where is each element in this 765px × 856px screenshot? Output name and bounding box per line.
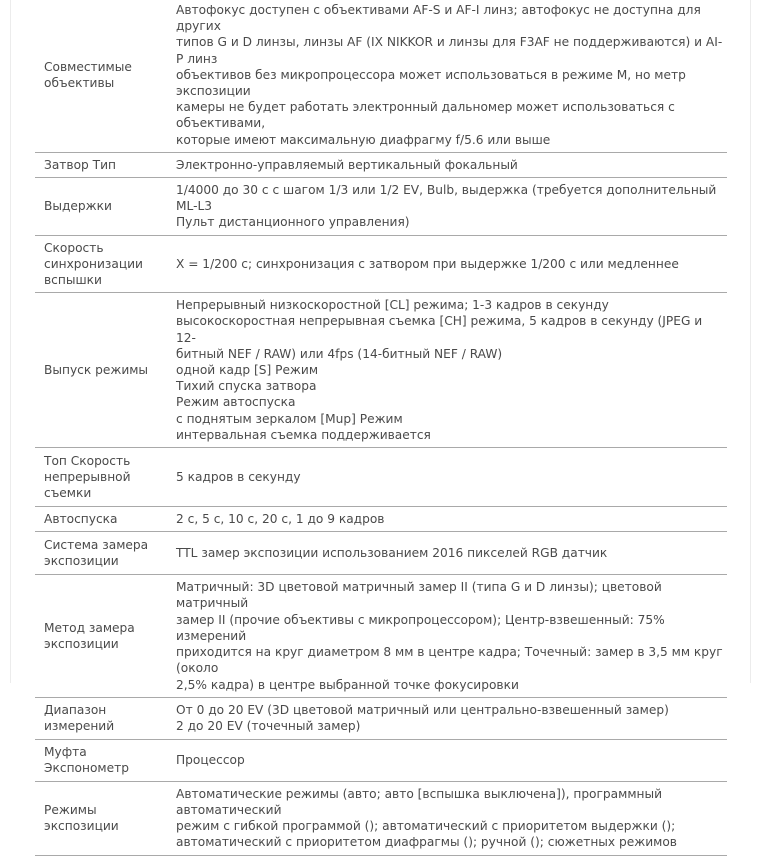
spec-row [35, 152, 727, 177]
spec-value-line: режим с гибкой программой (); автоматический с приоритетом выдержки (); [176, 819, 676, 834]
spec-row [35, 448, 727, 507]
spec-row [35, 697, 727, 739]
spec-value-line: X = 1/200 с; синхронизация с затвором при выдержке 1/200 с или медленнее [176, 256, 679, 271]
spec-value-line: 1/4000 до 30 с с шагом 1/3 или 1/2 EV, Bulb, выдержка (требуется дополнительный ML-L3 [176, 183, 717, 214]
spec-value [166, 697, 727, 739]
spec-value-line: От 0 до 20 EV (3D цветовой матричный или центрально-взвешенный замер) [176, 703, 669, 717]
spec-value-line: Режим автоспуска [176, 395, 296, 410]
spec-row [35, 0, 727, 152]
spec-label: Совместимые объективы [35, 0, 166, 152]
spec-row [35, 781, 727, 855]
spec-value-line: одной кадр [S] Режим [176, 363, 319, 378]
spec-value-line: высокоскоростная непрерывная съемка [CH] режима, 5 кадров в секунду (JPEG и 12- [176, 314, 703, 345]
spec-value [166, 293, 727, 448]
spec-row [35, 178, 727, 236]
spec-value-line: камеры не будет работать электронный дальномер может использоваться с объективами, [176, 100, 675, 131]
spec-table-body [35, 0, 727, 855]
spec-value-line: Автофокус доступен с объективами AF-S и AF-I линз; автофокус не доступна для других [176, 3, 701, 34]
spec-row [35, 507, 727, 532]
spec-value-line: Автоматические режимы (авто; авто [вспышка выключена]), программный автоматический [176, 786, 663, 817]
spec-row [35, 575, 727, 697]
spec-value-line: объективов без микропроцессора может использоваться в режиме M, но метр экспозиции [176, 67, 686, 99]
spec-value [166, 235, 727, 293]
spec-value-line: 2,5% кадра) в центре выбранной точке фокусировки [176, 677, 519, 692]
spec-value-line: Непрерывный низкоскоростной [CL] режима; 1-3 кадров в секунду [176, 298, 609, 313]
spec-value-line: типов G и D линзы, линзы AF (IX NIKKOR и линзы для F3AF не поддерживаются) и AI-P линз [176, 35, 723, 66]
spec-label: Система замера экспозиции [35, 532, 166, 575]
spec-value [166, 448, 727, 507]
spec-value-line: замер II (прочие объективы с микропроцессором); Центр-взвешенный: 75% измерений [176, 612, 665, 643]
spec-label: Затвор Тип [35, 152, 166, 177]
spec-label: Муфта Экспонометр [35, 739, 166, 781]
spec-row [35, 739, 727, 781]
spec-value-line: Тихий спуска затвора [176, 379, 317, 394]
spec-value [166, 781, 727, 855]
spec-value-line: с поднятым зеркалом [Mup] Режим [176, 411, 403, 426]
spec-value [166, 178, 727, 236]
spec-value-line: Матричный: 3D цветовой матричный замер II (типа G и D линзы); цветовой матричный [176, 580, 662, 611]
spec-value-line: которые имеют максимальную диафрагму f/5.6 или выше [176, 132, 551, 147]
spec-label: Режимы экспозиции [35, 781, 166, 855]
spec-value [166, 739, 727, 781]
spec-value-line: 2 до 20 EV (точечный замер) [176, 719, 361, 734]
spec-label: Скорость синхронизации вспышки [35, 235, 166, 293]
spec-value-line: автоматический с приоритетом диафрагмы (); ручной (); сюжетных режимов [176, 835, 677, 850]
spec-value [166, 152, 727, 177]
spec-value-line: интервальная съемка поддерживается [176, 427, 431, 442]
spec-value-line: Пульт дистанционного управления) [176, 215, 410, 230]
spec-value-line: приходится на круг диаметром 8 мм в центре кадра; Точечный: замер в 3,5 мм круг (около [176, 645, 723, 676]
spec-label: Автоспуска [35, 507, 166, 532]
spec-row [35, 235, 727, 293]
spec-label: Диапазон измерений [35, 697, 166, 739]
spec-value-line: 5 кадров в секунду [176, 469, 301, 484]
spec-row [35, 532, 727, 575]
spec-label: Выпуск режимы [35, 293, 166, 448]
spec-table [35, 0, 727, 856]
spec-label: Выдержки [35, 178, 166, 236]
spec-value [166, 575, 727, 697]
spec-value [166, 0, 727, 152]
spec-value-line: битный NEF / RAW) или 4fps (14-битный NEF / RAW) [176, 346, 503, 361]
spec-label: Топ Скорость непрерывной съемки [35, 448, 166, 507]
spec-value [166, 532, 727, 575]
spec-value [166, 507, 727, 532]
spec-row [35, 293, 727, 448]
spec-label: Метод замера экспозиции [35, 575, 166, 697]
spec-value-line: Электронно-управляемый вертикальный фокальный [176, 157, 518, 172]
spec-value-line: TTL замер экспозиции использованием 2016 пикселей RGB датчик [176, 546, 608, 561]
spec-value-line: Процессор [176, 753, 245, 768]
spec-value-line: 2 с, 5 с, 10 с, 20 с, 1 до 9 кадров [176, 512, 385, 527]
